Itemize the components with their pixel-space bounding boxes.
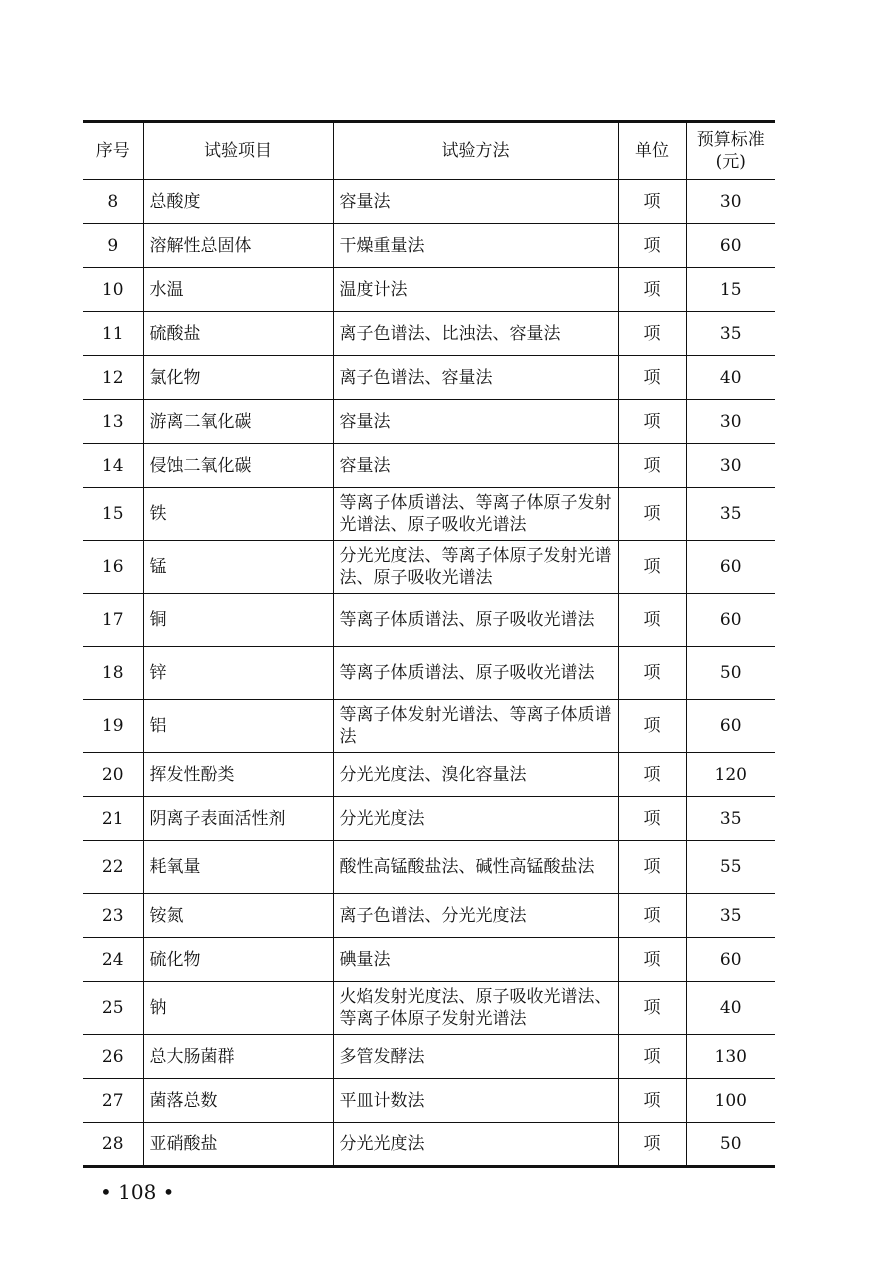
- table-row: [83, 541, 775, 594]
- cell-method: 容量法: [333, 400, 618, 444]
- cell-item: 铜: [143, 594, 333, 647]
- cell-item: 锌: [143, 647, 333, 700]
- cell-item: 硫酸盐: [143, 312, 333, 356]
- cell-price: 100: [686, 1079, 775, 1123]
- cell-price: 50: [686, 647, 775, 700]
- cell-unit: 项: [618, 753, 686, 797]
- cell-price: 30: [686, 444, 775, 488]
- cell-price: 15: [686, 268, 775, 312]
- cell-method: 离子色谱法、容量法: [333, 356, 618, 400]
- cell-method: 容量法: [333, 180, 618, 224]
- cell-price: 130: [686, 1035, 775, 1079]
- cell-no: 16: [83, 541, 143, 594]
- cell-unit: 项: [618, 1035, 686, 1079]
- cell-price: 60: [686, 594, 775, 647]
- cell-price: 35: [686, 488, 775, 541]
- cell-unit: 项: [618, 268, 686, 312]
- cell-unit: 项: [618, 982, 686, 1035]
- cell-unit: 项: [618, 541, 686, 594]
- cell-method: 酸性高锰酸盐法、碱性高锰酸盐法: [333, 841, 618, 894]
- cell-unit: 项: [618, 444, 686, 488]
- cell-method: 离子色谱法、分光光度法: [333, 894, 618, 938]
- cell-item: 钠: [143, 982, 333, 1035]
- table-row: [83, 268, 775, 312]
- table-row: [83, 488, 775, 541]
- table-row: [83, 797, 775, 841]
- page-number: • 108 •: [100, 1180, 175, 1204]
- cell-unit: 项: [618, 841, 686, 894]
- table-row: [83, 1035, 775, 1079]
- header-price: [686, 122, 775, 180]
- cell-method: 等离子体质谱法、原子吸收光谱法: [333, 647, 618, 700]
- cell-unit: 项: [618, 700, 686, 753]
- cell-method: 等离子体发射光谱法、等离子体质谱法: [333, 700, 618, 753]
- cell-price: 35: [686, 797, 775, 841]
- header-price-line1: 预算标准: [696, 130, 765, 150]
- cell-price: 35: [686, 312, 775, 356]
- table-row: [83, 180, 775, 224]
- cell-unit: 项: [618, 224, 686, 268]
- cell-method: 等离子体质谱法、原子吸收光谱法: [333, 594, 618, 647]
- cell-item: 铵氮: [143, 894, 333, 938]
- cell-no: 10: [83, 268, 143, 312]
- cell-method: 碘量法: [333, 938, 618, 982]
- cell-no: 27: [83, 1079, 143, 1123]
- table-row: [83, 647, 775, 700]
- cell-method: 分光光度法: [333, 1123, 618, 1167]
- cell-price: 120: [686, 753, 775, 797]
- cell-unit: 项: [618, 1123, 686, 1167]
- table-row: [83, 444, 775, 488]
- cell-no: 12: [83, 356, 143, 400]
- cell-no: 24: [83, 938, 143, 982]
- header-price-line2: (元): [715, 152, 746, 172]
- cell-item: 硫化物: [143, 938, 333, 982]
- cell-method: 分光光度法、溴化容量法: [333, 753, 618, 797]
- cell-method: 离子色谱法、比浊法、容量法: [333, 312, 618, 356]
- cell-no: 18: [83, 647, 143, 700]
- table-row: [83, 400, 775, 444]
- table-row: [83, 753, 775, 797]
- cell-unit: 项: [618, 312, 686, 356]
- cell-method: 火焰发射光度法、原子吸收光谱法、等离子体原子发射光谱法: [333, 982, 618, 1035]
- table-row: [83, 594, 775, 647]
- table-body: [83, 180, 775, 1167]
- table-row: [83, 1123, 775, 1167]
- cell-price: 60: [686, 700, 775, 753]
- cell-no: 20: [83, 753, 143, 797]
- cell-no: 11: [83, 312, 143, 356]
- cell-unit: 项: [618, 400, 686, 444]
- cell-item: 氯化物: [143, 356, 333, 400]
- cell-no: 22: [83, 841, 143, 894]
- cell-unit: 项: [618, 594, 686, 647]
- cell-item: 铝: [143, 700, 333, 753]
- cell-item: 挥发性酚类: [143, 753, 333, 797]
- table-row: [83, 312, 775, 356]
- cell-unit: 项: [618, 894, 686, 938]
- cell-price: 40: [686, 356, 775, 400]
- cell-item: 游离二氧化碳: [143, 400, 333, 444]
- cell-method: 容量法: [333, 444, 618, 488]
- cell-price: 40: [686, 982, 775, 1035]
- cell-no: 8: [83, 180, 143, 224]
- table-row: [83, 841, 775, 894]
- table-row: [83, 938, 775, 982]
- cell-item: 侵蚀二氧化碳: [143, 444, 333, 488]
- cell-method: 多管发酵法: [333, 1035, 618, 1079]
- cell-no: 17: [83, 594, 143, 647]
- cell-price: 30: [686, 180, 775, 224]
- cell-item: 水温: [143, 268, 333, 312]
- cell-no: 25: [83, 982, 143, 1035]
- cell-unit: 项: [618, 356, 686, 400]
- cell-item: 锰: [143, 541, 333, 594]
- cell-unit: 项: [618, 938, 686, 982]
- cell-no: 19: [83, 700, 143, 753]
- header-no: 序号: [83, 122, 143, 180]
- cell-item: 亚硝酸盐: [143, 1123, 333, 1167]
- cell-price: 55: [686, 841, 775, 894]
- cell-item: 溶解性总固体: [143, 224, 333, 268]
- cell-unit: 项: [618, 797, 686, 841]
- cell-no: 21: [83, 797, 143, 841]
- cell-item: 总大肠菌群: [143, 1035, 333, 1079]
- cell-price: 50: [686, 1123, 775, 1167]
- cell-no: 26: [83, 1035, 143, 1079]
- table-row: [83, 982, 775, 1035]
- cell-price: 60: [686, 224, 775, 268]
- cell-item: 铁: [143, 488, 333, 541]
- cell-item: 阴离子表面活性剂: [143, 797, 333, 841]
- cell-unit: 项: [618, 180, 686, 224]
- cell-no: 14: [83, 444, 143, 488]
- cell-method: 等离子体质谱法、等离子体原子发射光谱法、原子吸收光谱法: [333, 488, 618, 541]
- cell-no: 28: [83, 1123, 143, 1167]
- pricing-table: [83, 120, 775, 1168]
- header-method: 试验方法: [333, 122, 618, 180]
- cell-no: 23: [83, 894, 143, 938]
- table-row: [83, 700, 775, 753]
- table-row: [83, 356, 775, 400]
- table-row: [83, 1079, 775, 1123]
- header-unit: 单位: [618, 122, 686, 180]
- cell-no: 15: [83, 488, 143, 541]
- cell-item: 菌落总数: [143, 1079, 333, 1123]
- cell-method: 平皿计数法: [333, 1079, 618, 1123]
- cell-method: 干燥重量法: [333, 224, 618, 268]
- cell-unit: 项: [618, 1079, 686, 1123]
- cell-method: 分光光度法、等离子体原子发射光谱法、原子吸收光谱法: [333, 541, 618, 594]
- cell-price: 60: [686, 541, 775, 594]
- table-header: [83, 122, 775, 180]
- header-row: [83, 122, 775, 180]
- cell-method: 分光光度法: [333, 797, 618, 841]
- cell-price: 30: [686, 400, 775, 444]
- cell-no: 9: [83, 224, 143, 268]
- table-row: [83, 224, 775, 268]
- cell-item: 耗氧量: [143, 841, 333, 894]
- cell-unit: 项: [618, 488, 686, 541]
- table-row: [83, 894, 775, 938]
- cell-item: 总酸度: [143, 180, 333, 224]
- header-item: 试验项目: [143, 122, 333, 180]
- cell-price: 35: [686, 894, 775, 938]
- cell-no: 13: [83, 400, 143, 444]
- cell-price: 60: [686, 938, 775, 982]
- cell-unit: 项: [618, 647, 686, 700]
- cell-method: 温度计法: [333, 268, 618, 312]
